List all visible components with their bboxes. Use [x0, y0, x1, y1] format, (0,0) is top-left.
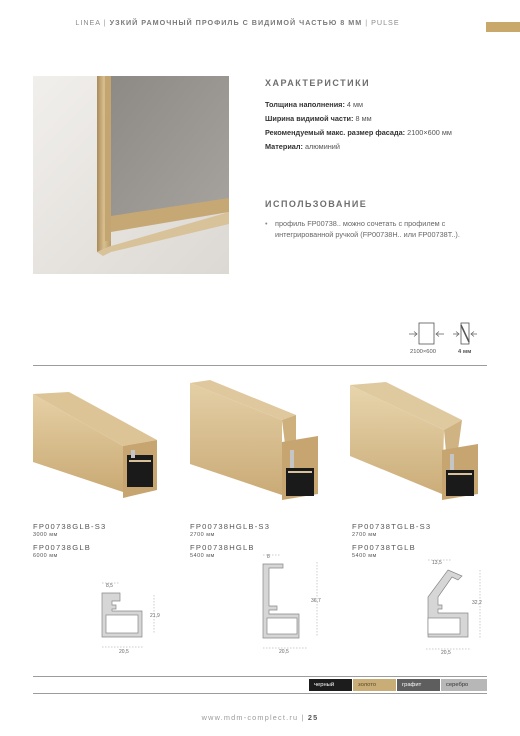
product-glb	[33, 522, 106, 564]
frame-photo-image	[33, 76, 229, 274]
spec-row	[265, 98, 495, 112]
usage-item: • профиль FP00738.. можно сочетать с профилем с интегрированной ручкой (FP00738H.. или FP00738T..).	[265, 219, 495, 240]
finish-bottom-rule	[33, 693, 487, 694]
product-length: 2700 мм	[352, 532, 377, 538]
specs-title: ХАРАКТЕРИСТИКИ	[265, 78, 371, 88]
spec-value: 8 мм	[353, 114, 372, 123]
spec-icons	[409, 322, 489, 360]
profile-hglb-image	[190, 380, 320, 505]
spec-label: Рекомендуемый макс. размер фасада:	[265, 128, 406, 137]
usage-title: ИСПОЛЬЗОВАНИЕ	[265, 199, 368, 209]
footer-site: www.mdm-complect.ru	[201, 713, 299, 722]
finish-swatch-silver: серебро	[441, 679, 487, 691]
spec-row	[265, 140, 495, 154]
cross-section-hglb	[255, 550, 335, 655]
header-separator: |	[103, 18, 107, 27]
dim-width: 20,5	[441, 650, 451, 656]
gold-tab	[486, 22, 520, 32]
finish-top-rule	[33, 676, 487, 677]
spec-label: Толщина наполнения:	[265, 100, 345, 109]
product-length: 3000 мм	[33, 532, 58, 538]
page-footer	[0, 713, 520, 722]
product-code: FP00738TGLB-S3	[352, 522, 432, 531]
header-sub: PULSE	[371, 18, 400, 27]
product-code: FP00738TGLB	[352, 543, 416, 552]
product-code: FP00738HGLB	[190, 543, 255, 552]
header-series: LINEA	[75, 18, 101, 27]
thickness-label: 4 мм	[458, 349, 472, 355]
dim-width: 20,5	[279, 649, 289, 655]
specs-section	[265, 78, 495, 154]
panel-thickness-icon	[453, 323, 477, 344]
finish-swatch-gold: золото	[353, 679, 396, 691]
product-code: FP00738HGLB-S3	[190, 522, 271, 531]
dim-height: 32,2	[472, 600, 482, 606]
dim-height: 36,7	[311, 598, 321, 604]
spec-label: Материал:	[265, 142, 303, 151]
spec-label: Ширина видимой части:	[265, 114, 354, 123]
product-code: FP00738GLB	[33, 543, 92, 552]
profile-tglb-image	[350, 380, 480, 505]
dim-width: 20,5	[119, 649, 129, 655]
spec-value: 4 мм	[344, 100, 364, 109]
product-length: 5400 мм	[352, 553, 377, 559]
facade-size-icon	[409, 323, 444, 344]
size-icons	[409, 322, 489, 348]
dim-top: 8,5	[106, 583, 113, 589]
facade-size-label: 2100×600	[410, 349, 436, 355]
usage-section	[265, 199, 495, 240]
spec-value: алюминий	[302, 142, 340, 151]
spec-value: 2100×600 мм	[405, 128, 452, 137]
product-length: 6000 мм	[33, 553, 58, 559]
spec-row	[265, 112, 495, 126]
dim-top: 8	[267, 554, 270, 560]
footer-separator: |	[301, 713, 305, 722]
page-header	[0, 18, 475, 27]
header-title: УЗКИЙ РАМОЧНЫЙ ПРОФИЛЬ С ВИДИМОЙ ЧАСТЬЮ 8 ММ	[109, 18, 363, 27]
product-code: FP00738GLB-S3	[33, 522, 107, 531]
frame-photo	[33, 76, 229, 274]
section-divider	[33, 365, 487, 366]
profile-glb-image	[33, 382, 158, 502]
dim-top: 13,5	[432, 560, 442, 566]
header-separator-2: |	[365, 18, 369, 27]
spec-row	[265, 126, 495, 140]
cross-section-tglb	[418, 556, 500, 656]
product-length: 2700 мм	[190, 532, 215, 538]
product-length: 5400 мм	[190, 553, 215, 559]
finish-swatch-black: черный	[309, 679, 352, 691]
page-number: 25	[307, 713, 319, 722]
dim-height: 21,9	[150, 613, 160, 619]
cross-section-glb	[92, 575, 172, 655]
finish-swatch-graphite: графит	[397, 679, 440, 691]
